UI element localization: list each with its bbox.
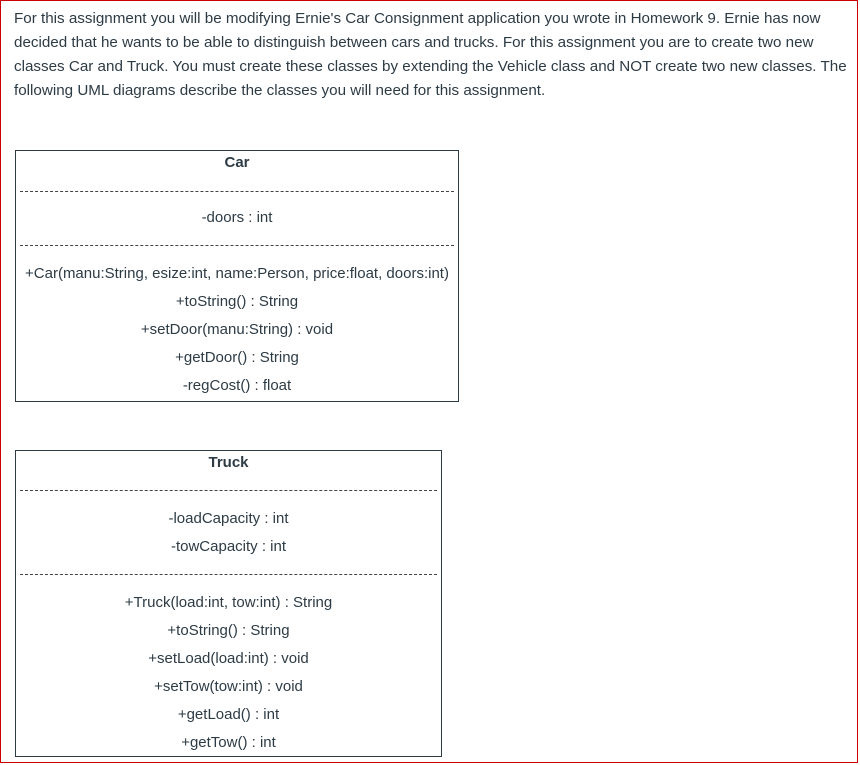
- car-name-divider: [20, 191, 454, 192]
- truck-method: +getLoad() : int: [177, 706, 280, 723]
- car-attribute: -doors : int: [201, 209, 273, 226]
- truck-method: +toString() : String: [167, 622, 290, 639]
- car-method: -regCost() : float: [182, 377, 292, 394]
- truck-method: +Truck(load:int, tow:int) : String: [124, 594, 333, 611]
- car-attribute-divider: [20, 245, 454, 246]
- car-class-name: Car: [224, 154, 250, 171]
- truck-uml-class: [15, 450, 442, 757]
- car-method: +Car(manu:String, esize:int, name:Person, price:float, doors:int): [25, 265, 449, 282]
- car-uml-class: [15, 150, 459, 402]
- car-method: +toString() : String: [175, 293, 299, 310]
- car-method: +getDoor() : String: [175, 349, 299, 366]
- truck-class-name: Truck: [208, 454, 249, 471]
- truck-method: +setTow(tow:int) : void: [154, 678, 303, 695]
- assignment-description: For this assignment you will be modifying Ernie's Car Consignment application you wrote in Homework 9. Ernie has now decided that he wants to be able to distinguish between cars and trucks. For this assignment you are to create two new classes Car and Truck. You must create these classes by extending the Vehicle class and NOT create two new classes. The following UML diagrams describe the classes you will need for this assignment.: [14, 10, 847, 99]
- truck-method: +setLoad(load:int) : void: [148, 650, 309, 667]
- truck-attribute-divider: [20, 574, 437, 575]
- car-method: +setDoor(manu:String) : void: [140, 321, 334, 338]
- truck-attribute: -towCapacity : int: [170, 538, 287, 555]
- truck-attribute: -loadCapacity : int: [168, 510, 289, 527]
- truck-name-divider: [20, 490, 437, 491]
- truck-method: +getTow() : int: [181, 734, 276, 751]
